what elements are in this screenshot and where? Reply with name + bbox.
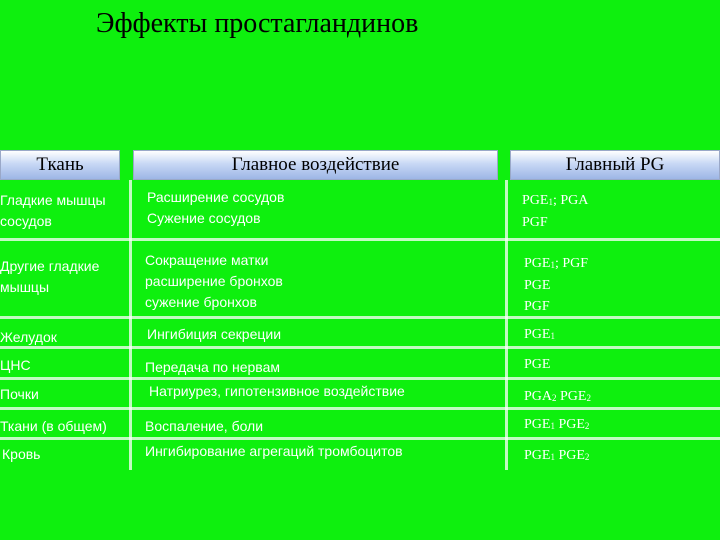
header-pg: Главный PG [510,150,720,180]
effect-cell [147,324,281,345]
pg-text: PGE [522,193,549,208]
row-divider [0,346,720,349]
pg-cell [522,190,588,233]
page-title: Эффекты простагландинов [96,8,419,39]
tissue-line: Желудок [0,329,57,345]
pg-subscript: 1 [548,197,553,207]
pg-subscript: 2 [586,393,591,403]
effect-line: Сокращение матки [145,252,269,268]
pg-text: PGE [524,327,551,342]
pg-text: PGE [554,448,585,463]
pg-text: PGE [524,448,551,463]
column-divider [129,180,132,470]
pg-text: PGE [556,389,587,404]
pg-text: ; PGA [552,193,589,208]
header-effect: Главное воздействие [133,150,498,180]
pg-text: ; PGF [554,256,589,271]
pg-text: PGE [524,357,551,372]
effect-line: сужение бронхов [145,294,257,310]
tissue-line: Кровь [2,446,41,462]
pg-text: PGF [524,299,550,314]
pg-line [524,445,589,467]
pg-line [524,253,588,275]
tissue-line: сосудов [0,213,52,229]
effect-line: Передача по нервам [145,359,280,375]
effect-line: Натриурез, гипотензивное воздействие [149,383,405,399]
pg-subscript: 2 [584,452,590,462]
effect-line: Ингибиция секреции [147,326,282,342]
pg-cell [524,354,550,375]
row-divider [0,377,720,380]
pg-line [524,296,588,317]
effect-cell [145,250,283,313]
pg-line [522,212,588,233]
row-divider [0,437,720,440]
pg-line [524,414,589,436]
tissue-cell [0,355,31,376]
tissue-line: мышцы [0,279,49,295]
tissue-line: Почки [0,386,39,402]
pg-cell [524,414,589,436]
effect-cell [145,416,263,437]
tissue-line: ЦНС [0,357,31,373]
tissue-line: Гладкие мышцы [0,192,106,208]
pg-subscript: 1 [550,260,555,270]
effect-line: Воспаление, боли [145,418,264,434]
pg-text: PGE [524,256,551,271]
pg-subscript: 1 [550,421,555,431]
header-tissue: Ткань [0,150,120,180]
pg-line [524,386,591,408]
tissue-cell [0,327,57,348]
tissue-cell [2,444,40,465]
pg-line [524,324,555,346]
pg-text: PGE [524,278,551,293]
pg-subscript: 2 [552,393,557,403]
tissue-cell [0,256,99,298]
effect-cell [147,187,284,229]
pg-cell [524,445,589,467]
pg-cell [524,386,591,408]
pg-text: PGF [522,215,548,230]
pg-subscript: 1 [550,452,555,462]
row-divider [0,316,720,319]
pg-text: PGE [554,417,585,432]
effect-line: Ингибирование агрегаций тромбоцитов [145,443,403,459]
pg-line [524,275,588,296]
effect-line: Расширение сосудов [147,189,285,205]
tissue-cell [0,190,106,232]
tissue-cell [0,416,107,437]
tissue-line: Ткани (в общем) [0,418,107,434]
tissue-line: Другие гладкие [0,258,100,274]
pg-line [524,354,550,375]
tissue-cell [0,384,39,405]
row-divider [0,407,720,410]
effect-line: расширение бронхов [145,273,283,289]
column-divider [505,180,508,470]
effect-cell [149,381,405,402]
pg-cell [524,253,588,317]
effect-cell [145,441,403,462]
pg-cell [524,324,555,346]
effect-line: Сужение сосудов [147,210,261,226]
pg-text: PGA [524,389,553,404]
row-divider [0,238,720,241]
effect-cell [145,357,280,378]
pg-subscript: 1 [550,331,555,341]
pg-text: PGE [524,417,551,432]
pg-line [522,190,588,212]
pg-subscript: 2 [584,421,590,431]
